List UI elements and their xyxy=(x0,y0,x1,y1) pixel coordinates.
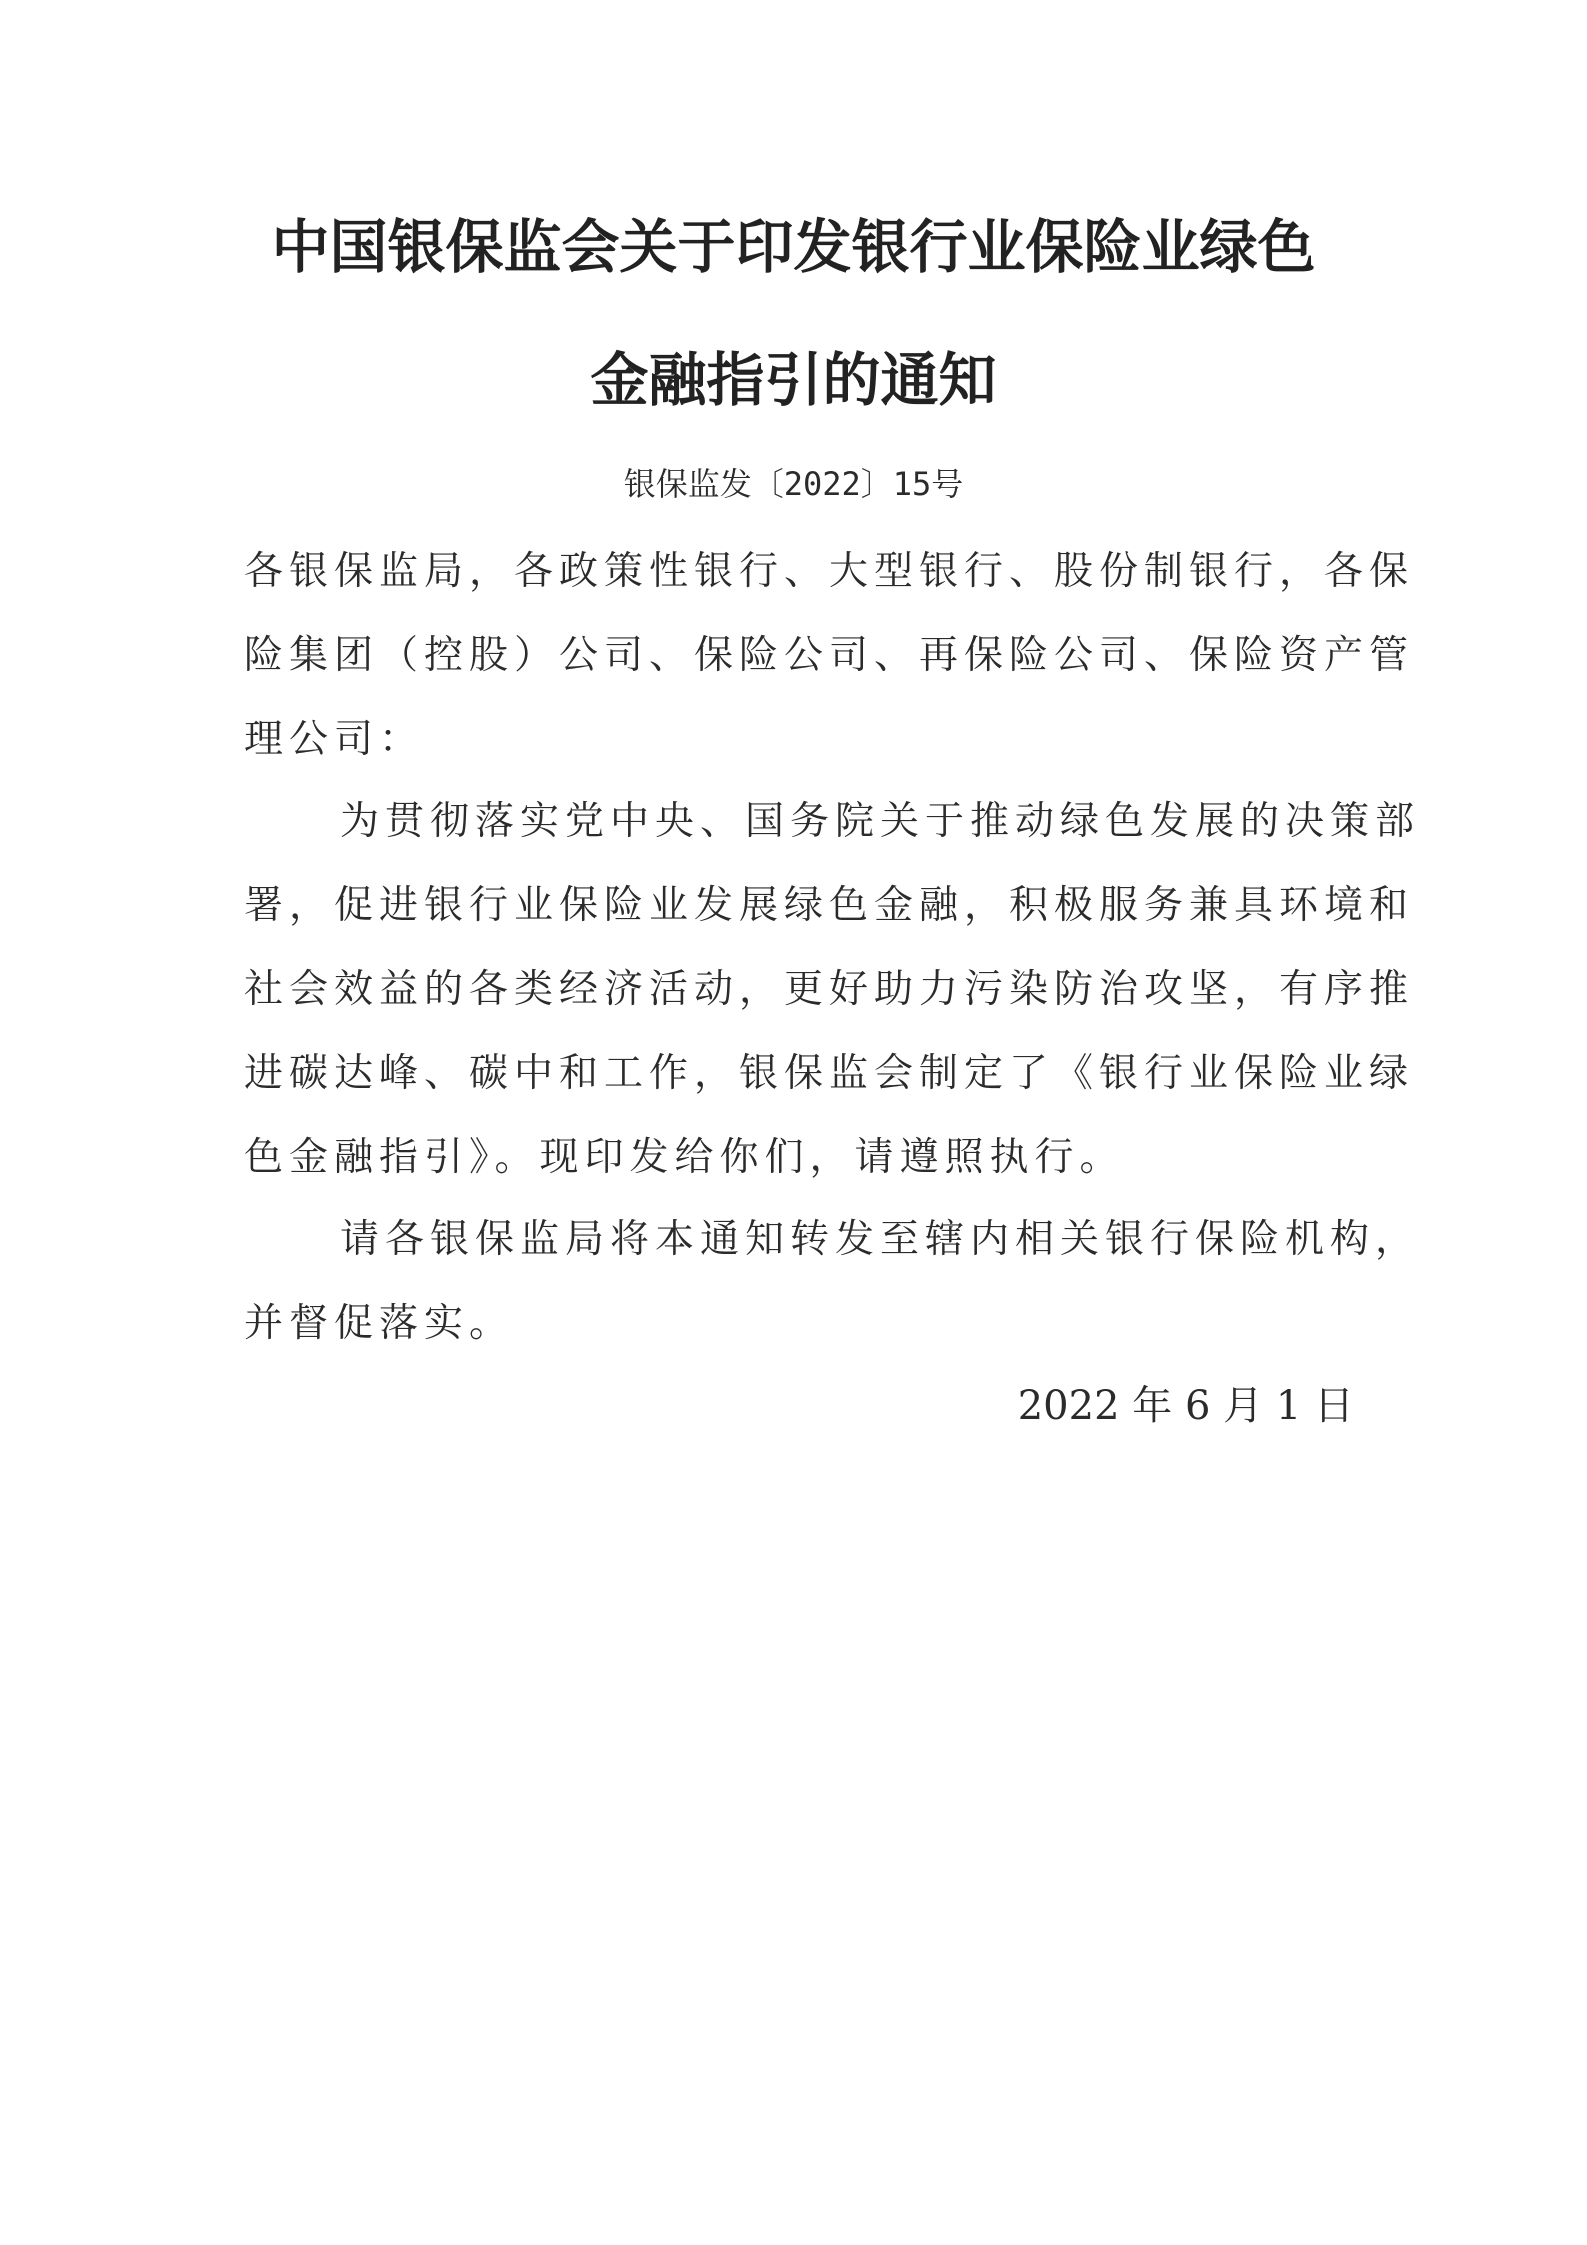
body-line: 为贯彻落实党中央、国务院关于推动绿色发展的决策部 xyxy=(340,799,1421,844)
document-number: 银保监发〔2022〕15号 xyxy=(623,465,964,503)
body-paragraph-2 xyxy=(244,1198,1421,1366)
body-paragraph-1 xyxy=(244,780,1421,1200)
document-title-line-1: 中国银保监会关于印发银行业保险业绿色 xyxy=(271,213,1316,281)
addressee-paragraph xyxy=(244,530,1415,782)
body-line: 署，促进银行业保险业发展绿色金融，积极服务兼具环境和 xyxy=(244,883,1415,928)
addressee-line: 理公司： xyxy=(244,717,425,762)
document-title-line-2: 金融指引的通知 xyxy=(590,346,997,414)
body-line: 进碳达峰、碳中和工作，银保监会制定了《银行业保险业绿 xyxy=(244,1051,1415,1096)
body-line: 社会效益的各类经济活动，更好助力污染防治攻坚，有序推 xyxy=(244,967,1415,1012)
body-line: 色金融指引》。现印发给你们，请遵照执行。 xyxy=(244,1135,1125,1180)
body-line: 并督促落实。 xyxy=(244,1301,515,1346)
body-line: 请各银保监局将本通知转发至辖内相关银行保险机构， xyxy=(340,1217,1421,1262)
addressee-line: 险集团（控股）公司、保险公司、再保险公司、保险资产管 xyxy=(244,633,1415,678)
addressee-line: 各银保监局，各政策性银行、大型银行、股份制银行，各保 xyxy=(244,549,1415,594)
document-date: 2022 年 6 月 1 日 xyxy=(1017,1383,1354,1429)
